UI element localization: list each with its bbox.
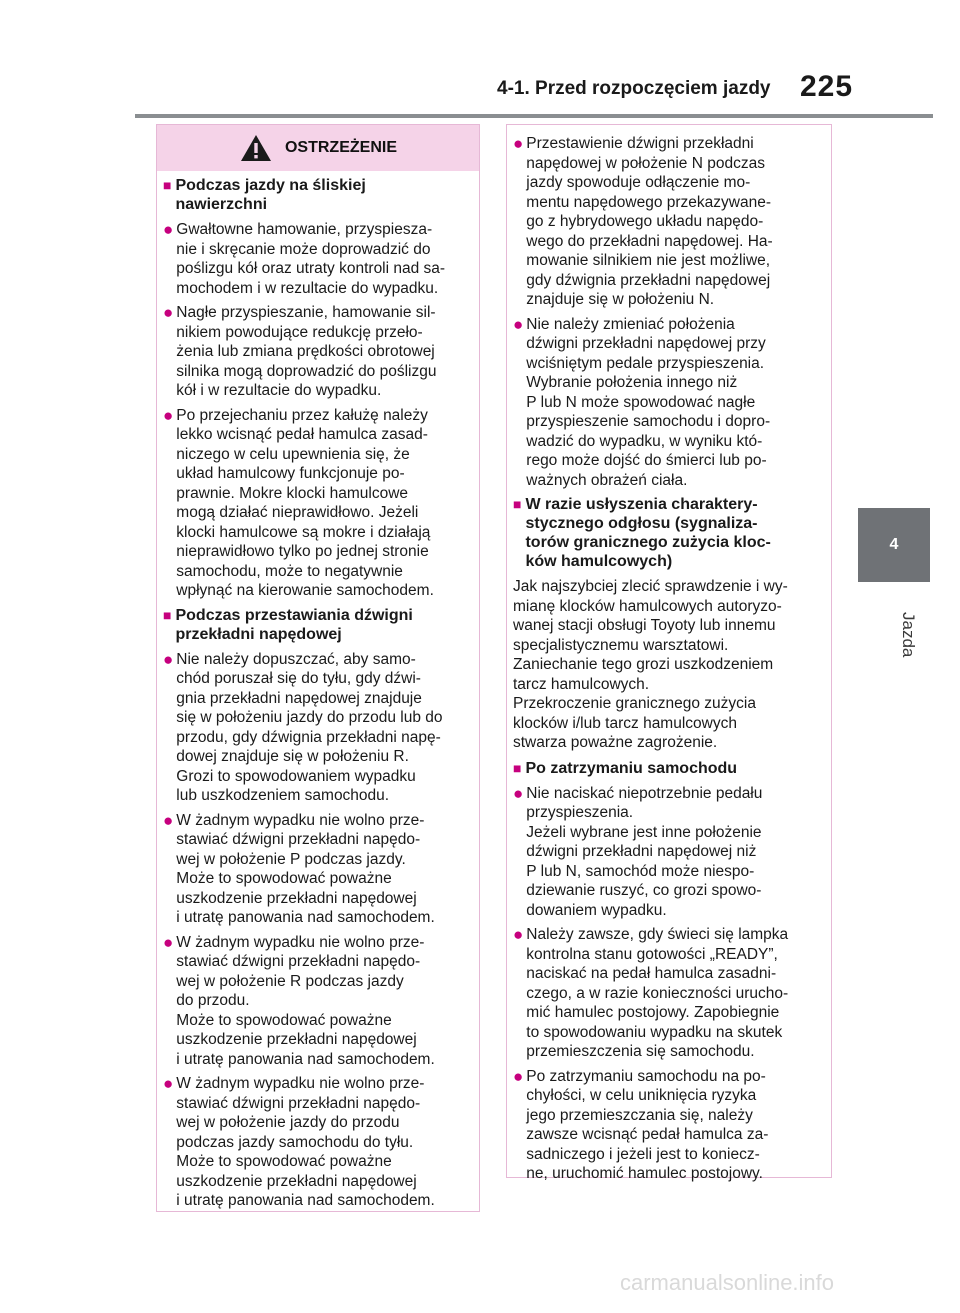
circle-bullet-icon: ● [163, 220, 174, 239]
square-bullet-icon: ■ [513, 759, 522, 776]
bullet-text: Nagłe przyspieszanie, hamowanie sil- nikiem powodujące redukcję przeło- żenia lub zmiana prędkości obrotowej silnika mogą doprowadzić do poślizgu kół i w rezultacie do wypadku. [176, 304, 437, 399]
circle-bullet-icon: ● [163, 405, 174, 425]
square-bullet-icon: ■ [163, 606, 172, 623]
warning-title: OSTRZEŻENIE [284, 139, 397, 156]
circle-bullet-icon: ● [163, 1074, 174, 1093]
circle-bullet-icon: ● [163, 810, 174, 830]
heading-text: Po zatrzymaniu samochodu [525, 759, 738, 777]
circle-bullet-icon: ● [163, 303, 174, 322]
section-heading [513, 759, 833, 778]
bullet-item [163, 650, 477, 806]
bullet-text: Nie naciskać niepotrzebnie pedału przyspieszenia. Jeżeli wybrane jest inne położenie dźwigni przekładni napędowej niż P lub N, samochód może niespo- dziewanie ruszyć, co grozi spowo- dowaniem wypadku. [526, 784, 763, 919]
bullet-item [163, 811, 477, 928]
continuation-content [513, 134, 833, 1189]
warning-content [163, 174, 477, 1216]
chapter-tab[interactable] [858, 508, 930, 582]
section-heading [163, 606, 477, 644]
bullet-item [513, 315, 833, 491]
bullet-text: Po przejechaniu przez kałużę należy lekko wcisnąć pedał hamulca zasad- niczego w celu upewnienia się, że układ hamulcowy funkcjonuje po- prawnie. Mokre klocki hamulcowe mogą działać nieprawidłowo. Jeżeli klocki hamulcowe są mokre i działają nieprawidłowo tylko po jednej stronie samochodu, może to negatywnie wpłynąć na kierowanie samochodem. [176, 406, 434, 599]
circle-bullet-icon: ● [513, 134, 524, 153]
circle-bullet-icon: ● [513, 925, 524, 944]
bullet-text: Po zatrzymaniu samochodu na po- chyłości, w celu uniknięcia ryzyka jego przemieszczania się, należy zawsze wcisnąć pedał hamulca za- sadniczego i jeżeli jest to koniecz- ne, uruchomić hamulec postojowy. [526, 1067, 769, 1182]
chapter-label: Jazda [899, 612, 918, 658]
page-number: 225 [800, 70, 854, 103]
section-title: 4-1. Przed rozpoczęciem jazdy [497, 78, 771, 99]
bullet-text: W żadnym wypadku nie wolno prze- stawiać dźwigni przekładni napędo- wej w położenie R podczas jazdy do przodu. Może to spowodować poważne uszkodzenie przekładni napędowej i utratę panowania nad samochodem. [176, 933, 435, 1068]
heading-text: Podczas jazdy na śliskiej nawierzchni [175, 177, 366, 213]
bullet-item [163, 303, 477, 401]
circle-bullet-icon: ● [163, 649, 174, 669]
chapter-number: 4 [889, 536, 899, 553]
bullet-text: Nie należy dopuszczać, aby samo- chód poruszał się do tyłu, gdy dźwi- gnia przekładni napędowej znajduje się w położeniu jazdy do przodu lub do przodu, gdy dźwignia przekładni napę- dowej znajduje się w położeniu R. Grozi to spowodowaniem wypadku lub uszkodzeniem samochodu. [176, 650, 443, 804]
bullet-text: W żadnym wypadku nie wolno prze- stawiać dźwigni przekładni napędo- wej w położenie P podczas jazdy. Może to spowodować poważne uszkodzenie przekładni napędowej i utratę panowania nad samochodem. [176, 811, 435, 926]
bullet-item [163, 933, 477, 1070]
warning-triangle-icon [239, 133, 273, 163]
circle-bullet-icon: ● [513, 1066, 524, 1086]
circle-bullet-icon: ● [513, 314, 524, 334]
bullet-item [513, 134, 833, 310]
bullet-item [163, 220, 477, 298]
bullet-text: Przestawienie dźwigni przekładni napędowej w położenie N podczas jazdy spowoduje odłączenie mo- mentu napędowego przekazywane- go z hybrydowego układu napędo- wego do przekładni napędowej. Ha- mowanie silnikiem nie jest możliwe, gdy dźwignia przekładni napędowej znajduje się w położeniu N. [526, 135, 773, 308]
bullet-item [513, 784, 833, 921]
paragraph: Jak najszybciej zlecić sprawdzenie i wy- mianę klocków hamulcowych autoryzo- wanej stacji obsługi Toyoty lub innemu specjalistycznemu warsztatowi. Zaniechanie tego grozi uszkodzeniem tarcz hamulcowych. Przekroczenie granicznego zużycia klocków i/lub tarcz hamulcowych stwarza poważne zagrożenie. [513, 578, 788, 751]
heading-text: Podczas przestawiania dźwigni przekładni napędowej [175, 606, 413, 643]
bullet-item [163, 1074, 477, 1211]
watermark: carmanualsonline.info [620, 1270, 835, 1295]
heading-text: W razie usłyszenia charaktery- stycznego odgłosu (sygnaliza- torów granicznego zużycia kloc- ków hamulcowych) [525, 496, 771, 570]
section-heading [513, 495, 833, 571]
square-bullet-icon: ■ [513, 496, 522, 512]
circle-bullet-icon: ● [163, 932, 174, 952]
bullet-text: Gwałtowne hamowanie, przyspiesza- nie i skręcanie może doprowadzić do poślizgu kół oraz utraty kontroli nad sa- mochodem i w rezultacie do wypadku. [176, 221, 446, 297]
bullet-item [513, 925, 833, 1062]
bullet-text: Należy zawsze, gdy świeci się lampka kontrolna stanu gotowości „READY”, naciskać na pedał hamulca zasadni- czego, a w razie konieczności urucho- mić hamulec postojowy. Zapobiegnie to spowodowaniu wypadku na skutek przemieszczenia się samochodu. [526, 926, 789, 1060]
circle-bullet-icon: ● [513, 783, 524, 803]
square-bullet-icon: ■ [163, 177, 172, 193]
bullet-item [513, 1067, 833, 1184]
bullet-text: Nie należy zmieniać położenia dźwigni przekładni napędowej przy wciśniętym pedale przyspieszenia. Wybranie położenia innego niż P lub N może spowodować nagłe przyspieszenie samochodu i dopro- wadzić do wypadku, w wyniku któ- rego może dojść do śmierci lub po- ważnych obrażeń ciała. [526, 315, 771, 489]
bullet-item [163, 406, 477, 601]
bullet-text: W żadnym wypadku nie wolno prze- stawiać dźwigni przekładni napędo- wej w położenie jazdy do przodu podczas jazdy samochodu do tyłu. Może to spowodować poważne uszkodzenie przekładni napędowej i utratę panowania nad samochodem. [176, 1075, 435, 1209]
header-rule [135, 114, 933, 118]
section-heading [163, 176, 477, 214]
warning-header [157, 125, 479, 171]
